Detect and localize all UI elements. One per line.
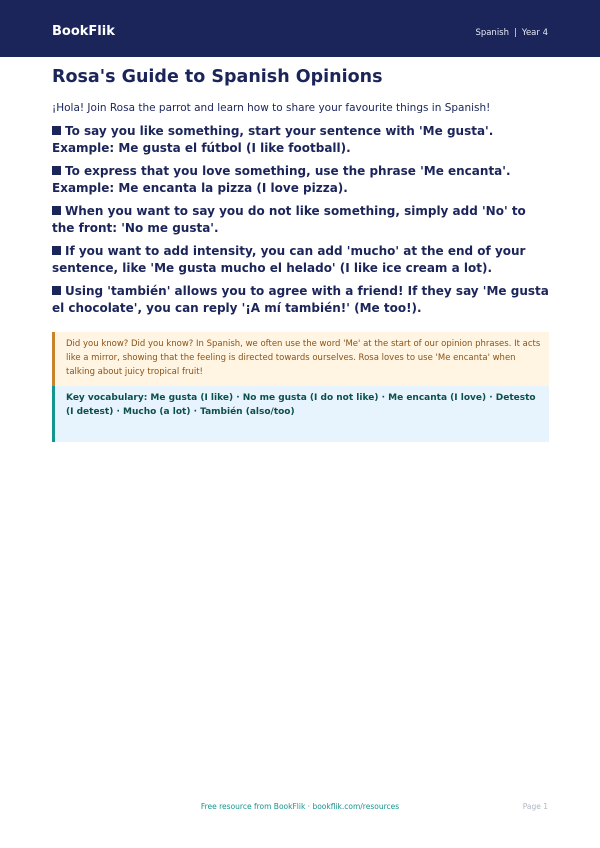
- list-item: [52, 163, 549, 197]
- key-vocabulary-box: Key vocabulary: Me gusta (I like) · No me gusta (I do not like) · Me encanta (I love) · Detesto (I detest) · Mucho (a lot) · También (also/too): [52, 386, 549, 442]
- page-title: Rosa's Guide to Spanish Opinions: [52, 67, 383, 87]
- square-bullet-icon: [52, 286, 61, 295]
- subject-meta: [475, 27, 548, 39]
- list-item-text: When you want to say you do not like something, simply add 'No' to the front: 'No me gusta'.: [52, 204, 526, 235]
- list-item-text: To say you like something, start your sentence with 'Me gusta'. Example: Me gusta el fútbol (I like football).: [52, 124, 494, 155]
- square-bullet-icon: [52, 126, 61, 135]
- meta-separator: |: [514, 28, 517, 38]
- subject-label: Spanish: [475, 28, 510, 38]
- did-you-know-callout: Did you know? Did you know? In Spanish, we often use the word 'Me' at the start of our opinion phrases. It acts like a mirror, showing that the feeling is directed towards ourselves. Rosa loves to use 'Me encanta' when talking about juicy tropical fruit!: [52, 332, 549, 386]
- list-item: [52, 283, 549, 317]
- page-number: Page 1: [522, 802, 548, 811]
- header-bar: [0, 0, 600, 57]
- brand-logo[interactable]: BookFlik: [52, 24, 115, 39]
- list-item: [52, 123, 549, 157]
- tips-list: [52, 123, 549, 317]
- square-bullet-icon: [52, 246, 61, 255]
- square-bullet-icon: [52, 166, 61, 175]
- list-item-text: If you want to add intensity, you can add 'mucho' at the end of your sentence, like 'Me gusta mucho el helado' (I like ice cream a lot).: [52, 244, 526, 275]
- list-item: [52, 243, 549, 277]
- list-item-text: Using 'también' allows you to agree with a friend! If they say 'Me gusta el chocolate', you can reply '¡A mí también!' (Me too!).: [52, 284, 549, 315]
- intro-text: ¡Hola! Join Rosa the parrot and learn how to share your favourite things in Spanish!: [52, 102, 491, 114]
- list-item: [52, 203, 549, 237]
- list-item-text: To express that you love something, use the phrase 'Me encanta'. Example: Me encanta la pizza (I love pizza).: [52, 164, 511, 195]
- square-bullet-icon: [52, 206, 61, 215]
- footer-credit-link[interactable]: Free resource from BookFlik · bookflik.com/resources: [200, 802, 400, 811]
- year-label: Year 4: [521, 28, 548, 38]
- main-content: [52, 66, 549, 442]
